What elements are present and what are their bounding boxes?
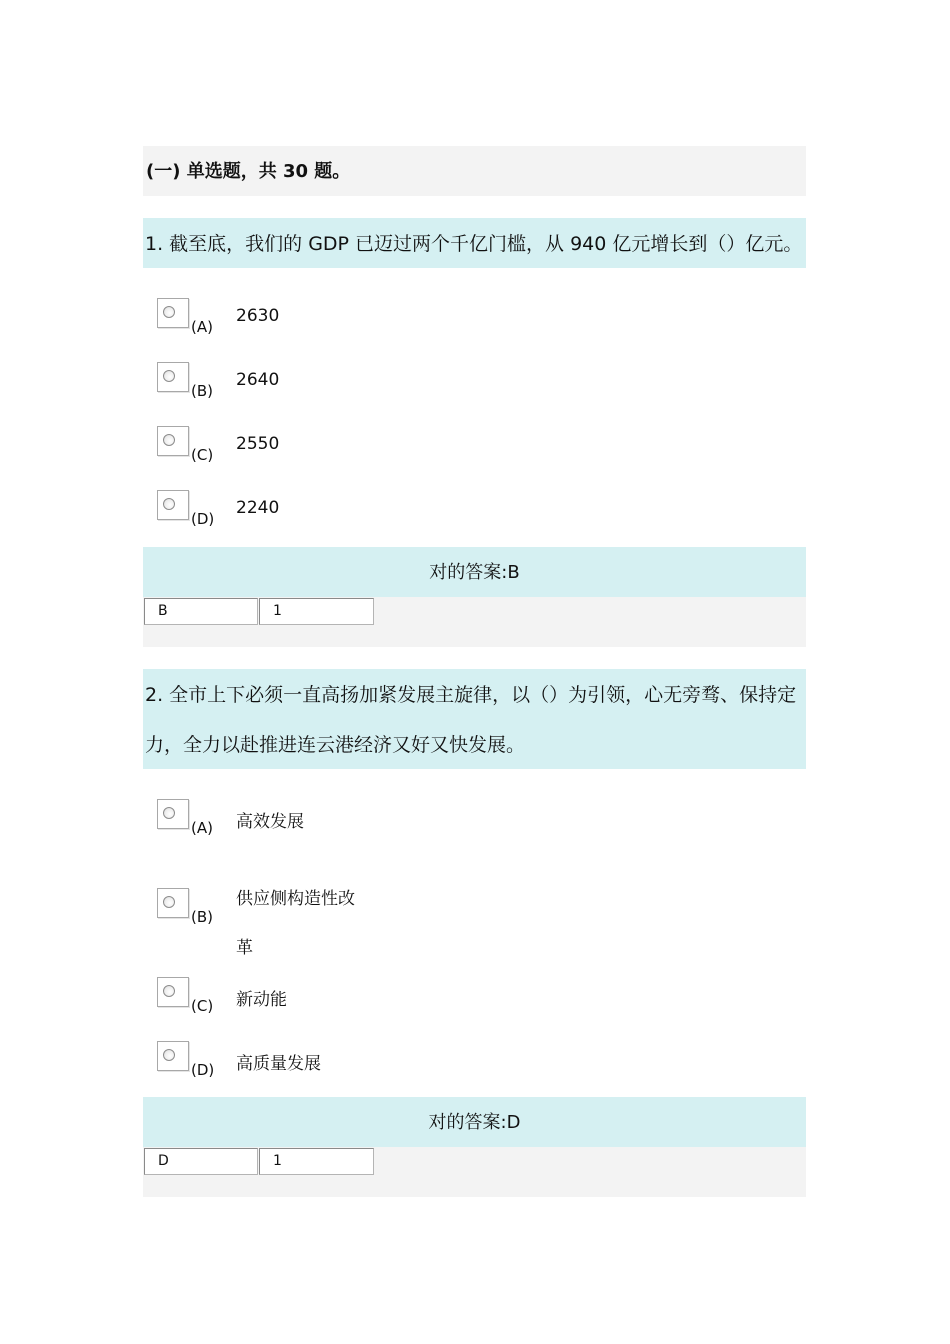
radio-button[interactable] xyxy=(157,1041,189,1071)
option-text: 供应侧构造性改革 xyxy=(236,889,355,958)
option-letter: (A) xyxy=(191,819,213,837)
radio-button[interactable] xyxy=(157,362,189,392)
option-text: 2550 xyxy=(236,434,280,454)
radio-circle-icon xyxy=(163,896,175,908)
option-text: 2240 xyxy=(236,498,280,518)
option-text: 2630 xyxy=(236,306,280,326)
radio-circle-icon xyxy=(163,807,175,819)
option-letter: (D) xyxy=(191,510,215,528)
radio-circle-icon xyxy=(163,985,175,997)
score-input[interactable]: 1 xyxy=(259,598,374,625)
answer-input[interactable]: D xyxy=(144,1148,258,1175)
score-input[interactable]: 1 xyxy=(259,1148,374,1175)
radio-button[interactable] xyxy=(157,298,189,328)
option-letter: (B) xyxy=(191,908,213,926)
radio-circle-icon xyxy=(163,306,175,318)
section-header xyxy=(143,146,806,196)
question-2-text: 2. 全市上下必须一直高扬加紧发展主旋律，以（）为引领，心无旁骛、保持定力，全力以赴推进连云港经济又好又快发展。 xyxy=(143,669,806,769)
option-letter: (D) xyxy=(191,1061,215,1079)
section-title: (一) 单选题，共 30 题。 xyxy=(146,161,351,182)
q1-correct-answer: 对的答案:B xyxy=(143,547,806,597)
answer-input[interactable]: B xyxy=(144,598,258,625)
q2-correct-answer: 对的答案:D xyxy=(143,1097,806,1147)
option-letter: (C) xyxy=(191,446,214,464)
radio-button[interactable] xyxy=(157,888,189,918)
option-letter: (A) xyxy=(191,318,213,336)
radio-button[interactable] xyxy=(157,799,189,829)
option-text: 2640 xyxy=(236,370,280,390)
q1-answer-row xyxy=(143,597,806,647)
radio-button[interactable] xyxy=(157,490,189,520)
radio-circle-icon xyxy=(163,434,175,446)
radio-button[interactable] xyxy=(157,426,189,456)
radio-circle-icon xyxy=(163,370,175,382)
radio-button[interactable] xyxy=(157,977,189,1007)
option-letter: (C) xyxy=(191,997,214,1015)
option-letter: (B) xyxy=(191,382,213,400)
option-text: 新动能 xyxy=(236,990,287,1010)
option-text: 高效发展 xyxy=(236,812,304,832)
q2-answer-row xyxy=(143,1147,806,1197)
option-text: 高质量发展 xyxy=(236,1054,321,1074)
question-1-text: 1. 截至底，我们的 GDP 已迈过两个千亿门槛，从 940 亿元增长到（）亿元。 xyxy=(143,218,806,268)
radio-circle-icon xyxy=(163,1049,175,1061)
radio-circle-icon xyxy=(163,498,175,510)
